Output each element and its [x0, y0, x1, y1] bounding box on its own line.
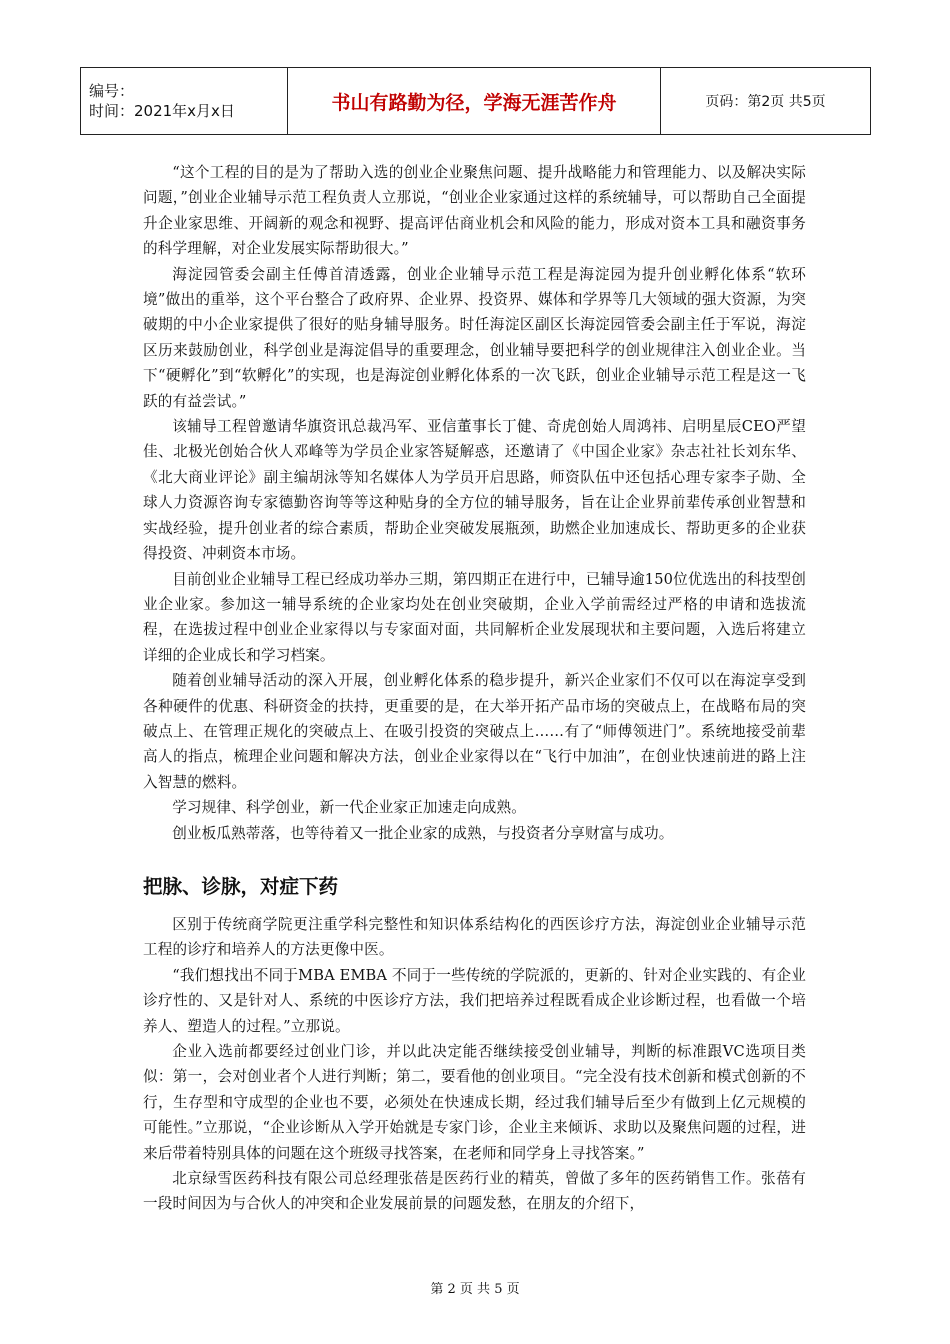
body-paragraph: 北京绿雪医药科技有限公司总经理张蓓是医药行业的精英，曾做了多年的医药销售工作。张蓓有一段时间因为与合伙人的冲突和企业发展前景的问题发愁，在朋友的介绍下，	[143, 1170, 806, 1213]
body-paragraph: 海淀园管委会副主任傅首清透露，创业企业辅导示范工程是海淀园为提升创业孵化体系“软环境”做出的重举，这个平台整合了政府界、企业界、投资界、媒体和学界等几大领域的强大资源，为突破期的中小企业家提供了很好的贴身辅导服务。时任海淀区副区长海淀园管委会副主任于军说，海淀区历来鼓励创业，科学创业是海淀倡导的重要理念，创业辅导要把科学的创业规律注入创业企业。当下“硬孵化”到“软孵化”的实现，也是海淀创业孵化体系的一次飞跃，创业企业辅导示范工程是这一飞跃的有益尝试。”	[143, 265, 806, 410]
body-paragraph: “我们想找出不同于MBA EMBA 不同于一些传统的学院派的，更新的、针对企业实践的、有企业诊疗性的、又是针对人、系统的中医诊疗方法，我们把培养过程既看成企业诊断过程，也看做一个培养人、塑造人的过程。”立那说。	[143, 966, 806, 1035]
header-motto: 书山有路勤为径，学海无涯苦作舟	[288, 68, 661, 135]
body-paragraph: 创业板瓜熟蒂落，也等待着又一批企业家的成熟，与投资者分享财富与成功。	[172, 824, 674, 842]
header-page-number: 页码：第2页 共5页	[661, 68, 871, 135]
body-paragraph: 随着创业辅导活动的深入开展，创业孵化体系的稳步提升，新兴企业家们不仅可以在海淀享受到各种硬件的优惠、科研资金的扶持，更重要的是，在大举开拓产品市场的突破点上，在战略布局的突破点上、在管理正规化的突破点上、在吸引投资的突破点上……有了“师傅领进门”。系统地接受前辈高人的指点，梳理企业问题和解决方法，创业企业家得以在“飞行中加油”，在创业快速前进的路上注入智慧的燃料。	[143, 672, 806, 791]
body-paragraph: “这个工程的目的是为了帮助入选的创业企业聚焦问题、提升战略能力和管理能力、以及解决实际问题，”创业企业辅导示范工程负责人立那说，“创业企业家通过这样的系统辅导，可以帮助自己全面提升企业家思维、开阔新的观念和视野、提高评估商业机会和风险的能力，形成对资本工具和融资事务的科学理解，对企业发展实际帮助很大。”	[143, 164, 806, 258]
header-meta-cell	[81, 68, 288, 135]
section-heading: 把脉、诊脉，对症下药	[143, 874, 339, 898]
body-paragraph: 目前创业企业辅导工程已经成功举办三期，第四期正在进行中，已辅导逾150位优选出的科技型创业企业家。参加这一辅导系统的企业家均处在创业突破期，企业入学前需经过严格的申请和选拔流程，在选拔过程中创业企业家得以与专家面对面，共同解析企业发展现状和主要问题，入选后将建立详细的企业成长和学习档案。	[143, 570, 806, 664]
document-number-label: 编号：	[89, 82, 135, 100]
body-paragraph: 学习规律、科学创业，新一代企业家正加速走向成熟。	[172, 799, 527, 817]
body-paragraph: 该辅导工程曾邀请华旗资讯总裁冯军、亚信董事长丁健、奇虎创始人周鸿祎、启明星辰CEO严望佳、北极光创始合伙人邓峰等为学员企业家答疑解惑，还邀请了《中国企业家》杂志社社长刘东华、《北大商业评论》副主编胡泳等知名媒体人为学员开启思路，师资队伍中还包括心理专家李子勋、全球人力资源咨询专家德勤咨询等等这种贴身的全方位的辅导服务，旨在让企业界前辈传承创业智慧和实战经验，提升创业者的综合素质，帮助企业突破发展瓶颈，助燃企业加速成长、帮助更多的企业获得投资、冲刺资本市场。	[143, 418, 806, 563]
document-date-label: 时间：2021年x月x日	[89, 102, 235, 120]
document-body	[143, 160, 806, 1217]
body-paragraph: 企业入选前都要经过创业门诊，并以此决定能否继续接受创业辅导，判断的标准跟VC选项目类似：第一，会对创业者个人进行判断；第二，要看他的创业项目。“完全没有技术创新和模式创新的不行，生存型和守成型的企业也不要，必须处在快速成长期，经过我们辅导后至少有做到上亿元规模的可能性。”立那说，“企业诊断从入学开始就是专家门诊，企业主来倾诉、求助以及聚焦问题的过程，进来后带着特别具体的问题在这个班级寻找答案，在老师和同学身上寻找答案。”	[143, 1043, 806, 1162]
page-footer: 第 2 页 共 5 页	[430, 1282, 520, 1297]
body-paragraph: 区别于传统商学院更注重学科完整性和知识体系结构化的西医诊疗方法，海淀创业企业辅导示范工程的诊疗和培养人的方法更像中医。	[143, 915, 806, 959]
document-header	[80, 67, 871, 135]
